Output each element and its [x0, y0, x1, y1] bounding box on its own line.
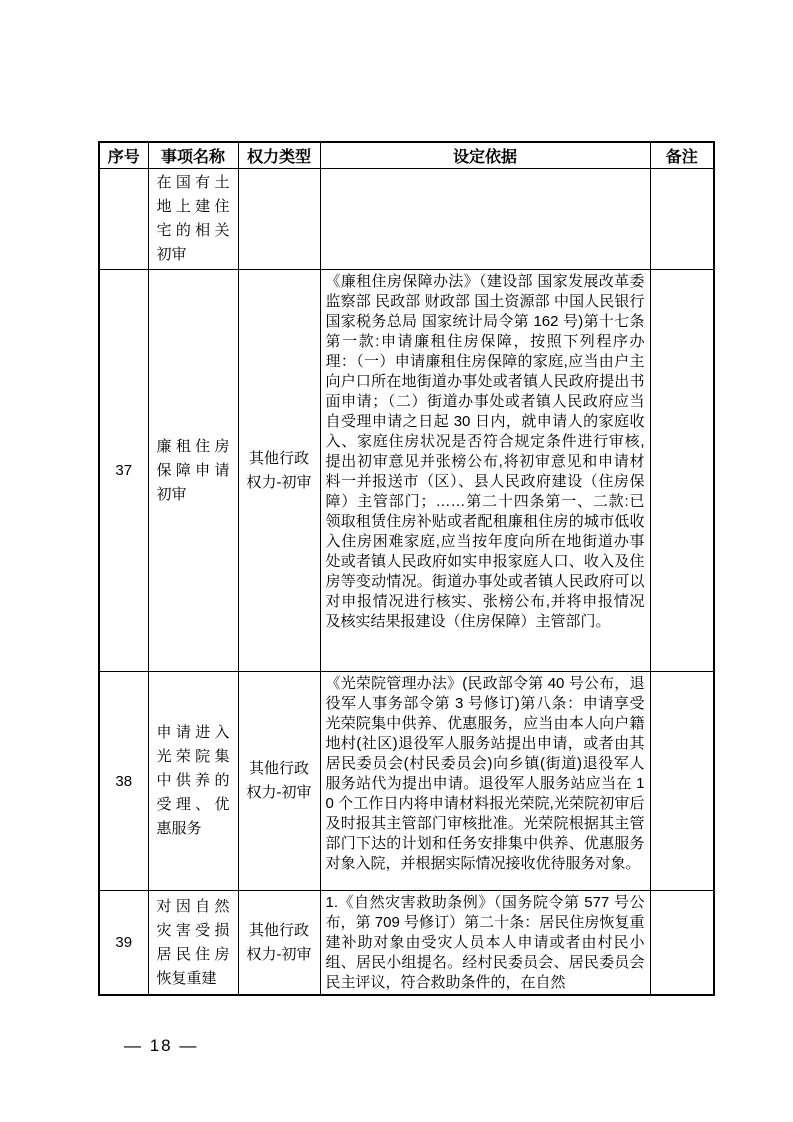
- col-header-seq: 序号: [99, 142, 148, 169]
- cell-basis: 1.《自然灾害救助条例》（国务院令第 577 号公布，第 709 号修订）第二十条：居民住房恢复重建补助对象由受灾人员本人申请或者由村民小组、居民小组提名。经村民委员会、居民委员会民主评议，符合救助条件的，在自然: [320, 891, 650, 996]
- cell-note: [650, 672, 714, 891]
- col-header-note: 备注: [650, 142, 714, 169]
- cell-basis: 《廉租住房保障办法》（建设部 国家发展改革委 监察部 民政部 财政部 国土资源部 中国人民银行 国家税务总局 国家统计局令第 162 号)第十七条第一款:申请廉租住房保障，按照下列程序办理：（一）申请廉租住房保障的家庭,应当由户主向户口所在地街道办事处或者镇人民政府提出书面申请；（二）街道办事处或者镇人民政府应当自受理申请之日起 30 日内，就申请人的家庭收入、家庭住房状况是否符合规定条件进行审核,提出初审意见并张榜公布,将初审意见和申请材料一并报送市（区）、县人民政府建设（住房保障）主管部门；……第二十四条第一、二款:已领取租赁住房补贴或者配租廉租住房的城市低收入住房困难家庭,应当按年度向所在地街道办事处或者镇人民政府如实申报家庭人口、收入及住房等变动情况。街道办事处或者镇人民政府可以对申报情况进行核实、张榜公布,并将申报情况及核实结果报建设（住房保障）主管部门。: [320, 270, 650, 672]
- table-row-continuation: [99, 169, 714, 270]
- col-header-type: 权力类型: [238, 142, 320, 169]
- cell-item-name: 在国有土地上建住宅的相关初审: [148, 169, 238, 270]
- cell-power-type: 其他行政权力-初审: [238, 672, 320, 891]
- approval-items-table: [98, 141, 715, 996]
- cell-note: [650, 891, 714, 996]
- cell-item-name: 申请进入光荣院集中供养的受理、优惠服务: [148, 672, 238, 891]
- page-number: — 18 —: [124, 1036, 199, 1055]
- cell-basis: [320, 169, 650, 270]
- cell-item-name: 对因自然灾害受损居民住房恢复重建: [148, 891, 238, 996]
- cell-item-name: 廉租住房保障申请初审: [148, 270, 238, 672]
- cell-power-type: [238, 169, 320, 270]
- cell-note: [650, 270, 714, 672]
- cell-power-type: 其他行政权力-初审: [238, 891, 320, 996]
- table-row-37: [99, 270, 714, 672]
- cell-seq: 39: [99, 891, 148, 996]
- cell-seq: [99, 169, 148, 270]
- cell-seq: 37: [99, 270, 148, 672]
- cell-seq: 38: [99, 672, 148, 891]
- col-header-basis: 设定依据: [320, 142, 650, 169]
- table-row-38: [99, 672, 714, 891]
- cell-basis: 《光荣院管理办法》(民政部令第 40 号公布，退役军人事务部令第 3 号修订)第八条：申请享受光荣院集中供养、优惠服务，应当由本人向户籍地村(社区)退役军人服务站提出申请，或者由其居民委员会(村民委员会)向乡镇(街道)退役军人服务站代为提出申请。退役军人服务站应当在 10 个工作日内将申请材料报光荣院,光荣院初审后及时报其主管部门审核批准。光荣院根据其主管部门下达的计划和任务安排集中供养、优惠服务对象入院，并根据实际情况接收优待服务对象。: [320, 672, 650, 891]
- cell-power-type: 其他行政权力-初审: [238, 270, 320, 672]
- table-header-row: [99, 142, 714, 169]
- table-row-39: [99, 891, 714, 996]
- col-header-name: 事项名称: [148, 142, 238, 169]
- cell-note: [650, 169, 714, 270]
